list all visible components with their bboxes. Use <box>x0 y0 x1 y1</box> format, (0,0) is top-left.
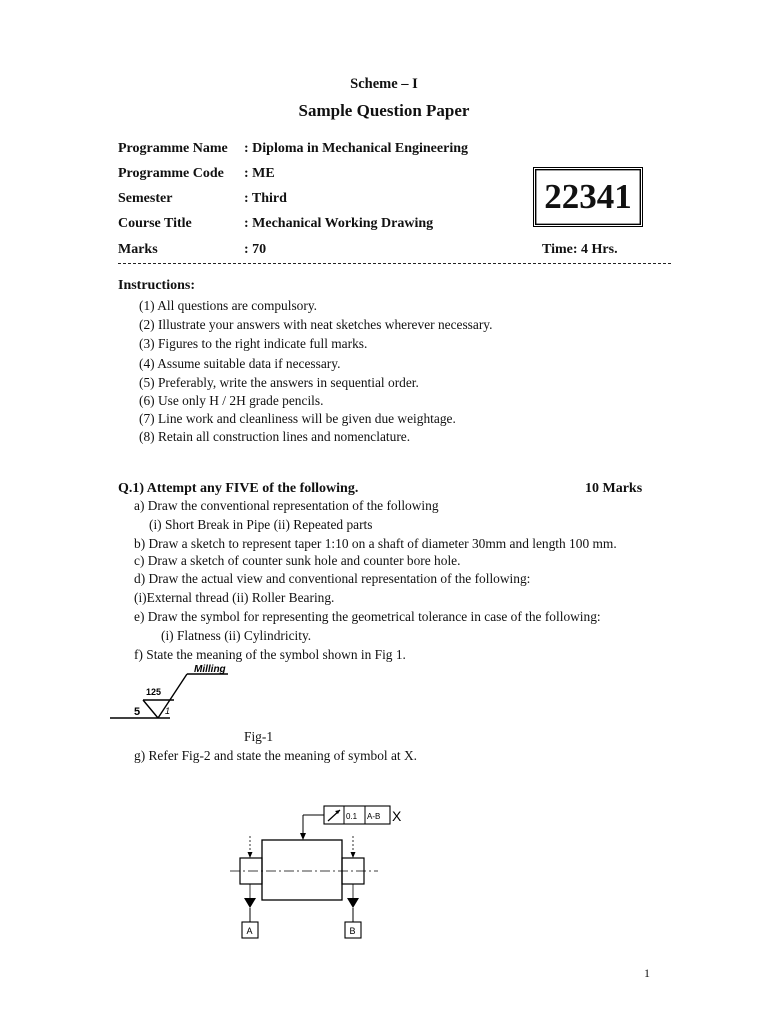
datum-a-label: A <box>246 926 253 936</box>
datum-b-label: B <box>349 926 356 936</box>
symbol-left-leg <box>143 700 158 718</box>
course-code: 22341 <box>544 177 632 216</box>
question-line: (i) Short Break in Pipe (ii) Repeated parts <box>149 517 373 532</box>
semester-label: Semester <box>118 191 173 206</box>
paper-title: Sample Question Paper <box>298 101 470 120</box>
programme-name-value: : Diploma in Mechanical Engineering <box>244 141 468 156</box>
instruction-item: (4) Assume suitable data if necessary. <box>139 356 341 371</box>
datum-reference: A-B <box>367 812 381 821</box>
scheme-label: Scheme – I <box>350 76 418 92</box>
fig1-lay-text: 1 <box>165 706 171 716</box>
course-code-box <box>533 167 643 227</box>
header-divider <box>118 263 671 264</box>
symbol-right-leg <box>158 674 187 718</box>
question-1-heading: Q.1) Attempt any FIVE of the following. <box>118 481 359 496</box>
course-title-value: : Mechanical Working Drawing <box>244 216 434 231</box>
question-line-g: g) Refer Fig-2 and state the meaning of symbol at X. <box>134 748 417 763</box>
shaft-body <box>262 840 342 900</box>
shaft-tolerance-figure <box>228 804 408 944</box>
time-label: Time: 4 Hrs. <box>542 242 618 257</box>
programme-code-value: : ME <box>244 166 275 181</box>
instruction-item: (2) Illustrate your answers with neat sketches wherever necessary. <box>139 317 493 332</box>
marks-label: Marks <box>118 242 158 257</box>
question-line: b) Draw a sketch to represent taper 1:10 on a shaft of diameter 30mm and length 100 mm. <box>134 536 617 551</box>
instruction-item: (8) Retain all construction lines and nomenclature. <box>139 429 411 444</box>
programme-code-label: Programme Code <box>118 166 224 181</box>
marks-value: : 70 <box>244 242 267 257</box>
instruction-item: (7) Line work and cleanliness will be given due weightage. <box>139 411 456 426</box>
question-line: a) Draw the conventional representation of the following <box>134 498 439 513</box>
question-1-marks: 10 Marks <box>585 481 643 496</box>
fig1-caption: Fig-1 <box>244 729 274 744</box>
course-title-label: Course Title <box>118 216 192 231</box>
fig1-process-text: Milling <box>194 664 226 675</box>
question-line: c) Draw a sketch of counter sunk hole and counter bore hole. <box>134 553 461 568</box>
datum-b-triangle <box>347 898 359 908</box>
page-number: 1 <box>644 966 650 980</box>
tolerance-value: 0.1 <box>346 812 358 821</box>
question-line: e) Draw the symbol for representing the geometrical tolerance in case of the following: <box>134 609 601 624</box>
question-line: d) Draw the actual view and conventional representation of the following: <box>134 571 531 586</box>
instruction-item: (1) All questions are compulsory. <box>139 298 318 313</box>
leader-arrow-icon <box>300 833 306 840</box>
fig1-roughness-text: 125 <box>146 687 162 697</box>
fig1-left-text: 5 <box>134 706 141 718</box>
question-line: (i)External thread (ii) Roller Bearing. <box>134 590 335 605</box>
instruction-item: (3) Figures to the right indicate full marks. <box>139 336 368 351</box>
surface-roughness-symbol <box>110 664 240 724</box>
question-line: f) State the meaning of the symbol shown in Fig 1. <box>134 647 406 662</box>
programme-name-label: Programme Name <box>118 141 228 156</box>
datum-a-triangle <box>244 898 256 908</box>
instruction-item: (5) Preferably, write the answers in sequential order. <box>139 375 419 390</box>
instructions-heading: Instructions: <box>118 278 196 293</box>
question-line: (i) Flatness (ii) Cylindricity. <box>161 628 312 643</box>
semester-value: : Third <box>244 191 287 206</box>
instruction-item: (6) Use only H / 2H grade pencils. <box>139 393 324 408</box>
symbol-x-marker: X <box>392 808 402 824</box>
